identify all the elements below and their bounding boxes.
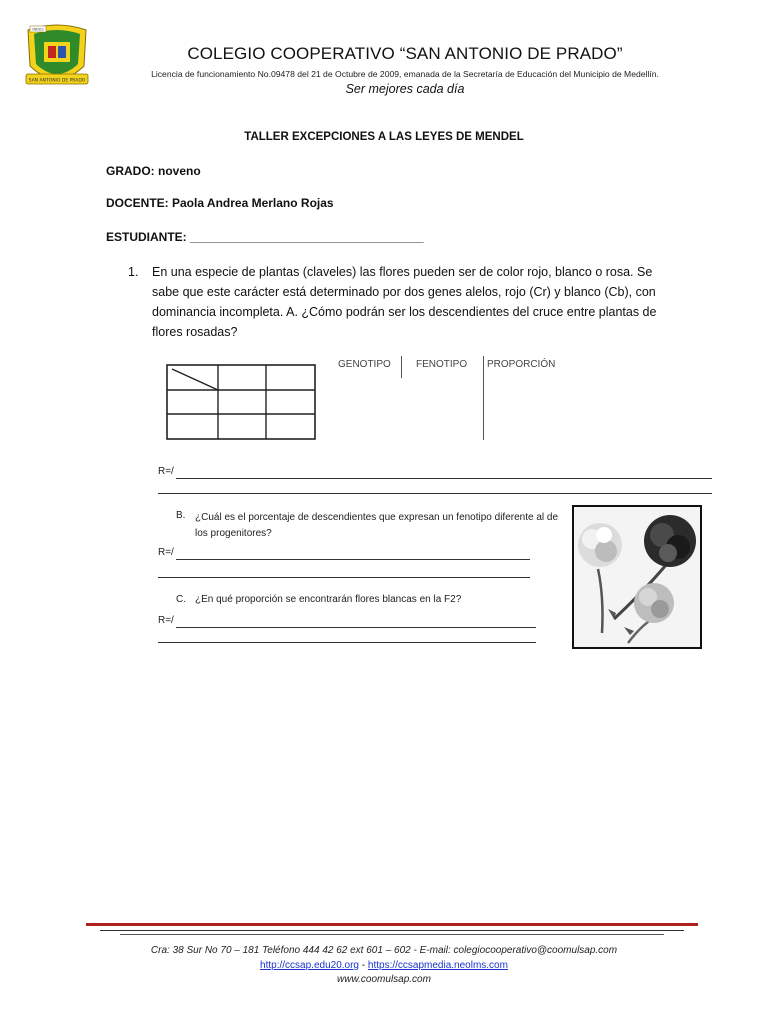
footer-website: www.coomulsap.com — [337, 974, 431, 985]
grade-field: GRADO: noveno — [106, 164, 201, 178]
footer-rule-red — [86, 923, 698, 926]
license-text: Licencia de funcionamiento No.09478 del 21 de Octubre de 2009, emanada de la Secretaría de Educación del Municipio de Medellín. — [151, 69, 659, 79]
answer-a-line[interactable] — [158, 493, 712, 494]
workshop-title: TALLER EXCEPCIONES A LAS LEYES DE MENDEL — [244, 131, 524, 143]
carnations-image — [572, 505, 702, 649]
punnett-grid — [166, 364, 318, 447]
school-logo — [22, 22, 92, 96]
column-divider — [401, 356, 402, 378]
footer-address: Cra: 38 Sur No 70 – 181 Teléfono 444 42 62 ext 601 – 602 - E-mail: colegiocooperativo@coomulsap.com — [150, 945, 618, 956]
footer-link-edu20[interactable]: http://ccsap.edu20.org — [260, 960, 359, 971]
footer-link-neolms[interactable]: https://ccsapmedia.neolms.com — [367, 960, 508, 971]
footer-rule — [100, 930, 684, 931]
answer-b-label: R=/ — [158, 547, 174, 558]
question-1-number: 1. — [128, 265, 139, 279]
footer-links — [0, 960, 768, 971]
footer-rule — [120, 934, 664, 935]
column-proporcion: PROPORCIÓN — [487, 359, 556, 370]
column-fenotipo: FENOTIPO — [416, 359, 468, 370]
footer-link-separator: - — [359, 960, 368, 971]
question-b-text: ¿Cuál es el porcentaje de descendientes que expresan un fenotipo diferente al de los progenitores? — [195, 512, 559, 539]
answer-c-line[interactable] — [158, 642, 536, 643]
answer-b-line[interactable] — [158, 577, 530, 578]
answer-c-line[interactable] — [176, 627, 536, 628]
student-field: ESTUDIANTE: ___________________________________ — [106, 230, 424, 244]
answer-c-label: R=/ — [158, 615, 174, 626]
question-1-text: En una especie de plantas (claveles) las flores pueden ser de color rojo, blanco o rosa. Se sabe que este carácter está determinado por dos genes alelos, rojo (Cr) y blanco (Cb), con dominancia incompleta. A. ¿Cómo podrán ser los descendientes del cruce entre plantas de flores rosadas? — [152, 265, 657, 339]
logo-text-top: INDUS — [32, 27, 44, 32]
column-divider — [483, 356, 484, 440]
answer-a-label: R=/ — [158, 466, 174, 477]
question-c-text: ¿En qué proporción se encontrarán flores blancas en la F2? — [195, 594, 462, 605]
motto: Ser mejores cada día — [345, 82, 465, 96]
answer-b-line[interactable] — [176, 559, 530, 560]
school-name: COLEGIO COOPERATIVO “SAN ANTONIO DE PRADO” — [187, 44, 623, 63]
teacher-field: DOCENTE: Paola Andrea Merlano Rojas — [106, 196, 334, 210]
question-1 — [128, 262, 668, 342]
question-b-letter: B. — [176, 510, 186, 521]
logo-text-bottom: SAN ANTONIO DE PRADO — [28, 78, 86, 84]
column-genotipo: GENOTIPO — [338, 359, 391, 370]
answer-a-line[interactable] — [176, 478, 712, 479]
question-c-letter: C. — [176, 594, 186, 605]
